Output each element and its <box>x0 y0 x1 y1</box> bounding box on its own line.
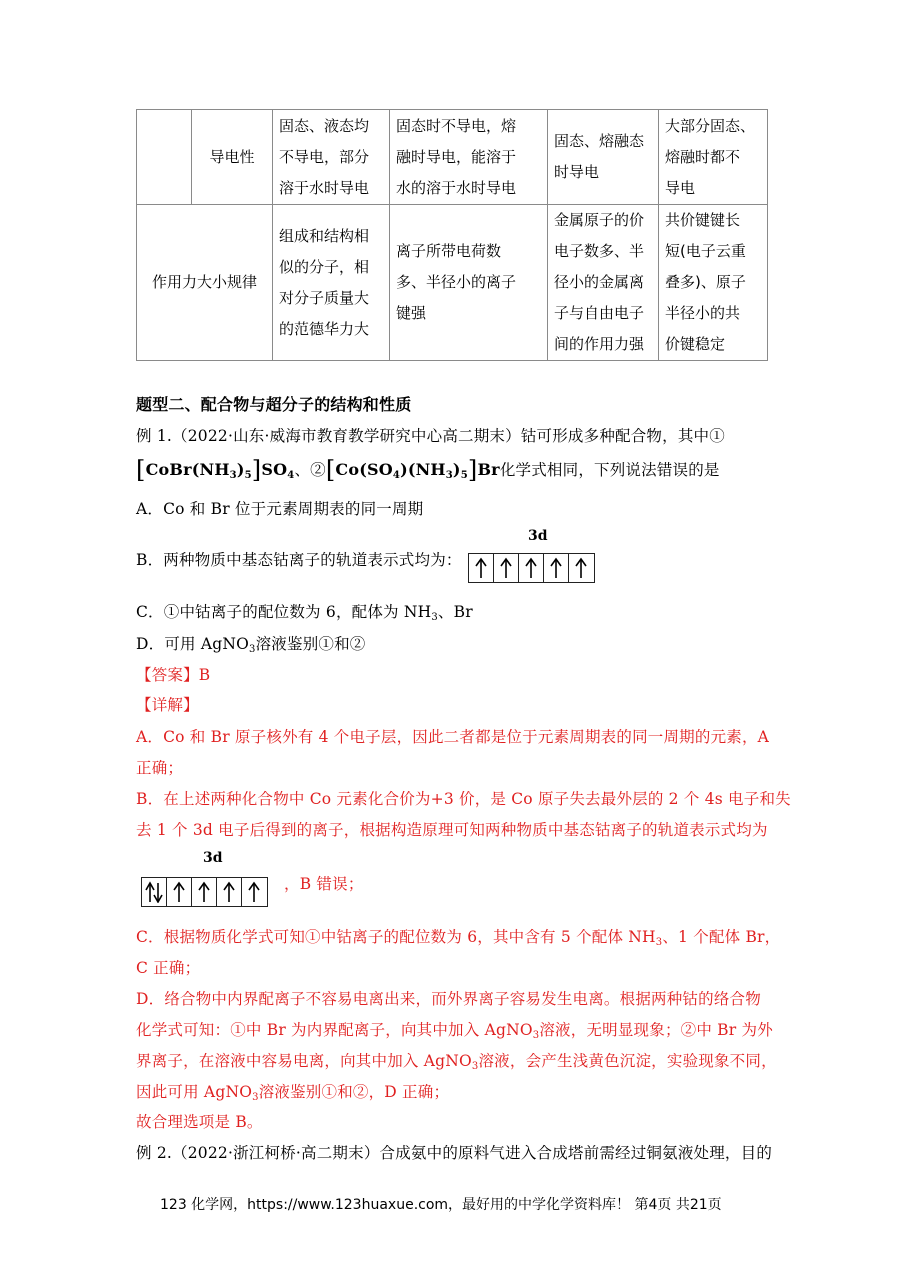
separator: 、② <box>294 461 326 479</box>
explanation-b-line1: B．在上述两种化合物中 Co 元素化合价为+3 价，是 Co 原子失去最外层的 2 个 4s 电子和失 <box>136 790 791 808</box>
table-cell-label: 作用力大小规律 <box>137 205 273 361</box>
explanation-d-line2: 化学式可知：①中 Br 为内界配离子，向其中加入 AgNO$_3$溶液，无明显现象；②中 Br 为外 <box>136 1021 773 1041</box>
cell-line: 径小的金属离 <box>554 273 645 291</box>
cell-line: 键强 <box>396 304 427 322</box>
orbital-box <box>167 878 192 906</box>
property-table <box>136 109 768 361</box>
table-row <box>137 205 768 361</box>
orbital-box <box>569 554 594 582</box>
orbital-box <box>217 878 242 906</box>
cell-line: 导电 <box>665 178 696 197</box>
cell-line: 共价键键长 <box>665 211 741 229</box>
table-cell <box>548 110 659 205</box>
orbital-box <box>494 554 519 582</box>
arrow-up-icon <box>242 881 267 903</box>
table-cell-empty <box>137 110 192 205</box>
cell-line: 金属原子的价 <box>554 211 645 229</box>
option-c: C．①中钴离子的配位数为 6，配体为 $NH_3$、Br <box>136 603 473 623</box>
explanation-d-line4: 因此可用 AgNO$_3$溶液鉴别①和②，D 正确； <box>136 1083 450 1103</box>
orbital-box-paired <box>142 878 167 906</box>
question-tail: 化学式相同，下列说法错误的是 <box>499 461 720 479</box>
table-cell <box>390 205 548 361</box>
page-footer: 123 化学网，https://www.123huaxue.com，最好用的中学化学资料库！ 第4页 共21页 <box>160 1197 722 1213</box>
cell-line: 价键稳定 <box>665 335 726 353</box>
cell-line: 多、半径小的离子 <box>396 273 517 291</box>
cell-line: 融时导电，能溶于 <box>396 147 517 166</box>
cell-line: 大部分固态、 <box>665 116 756 135</box>
explanation-d-line3: 界离子，在溶液中容易电离，向其中加入 AgNO$_3$溶液，会产生浅黄色沉淀，实验现象不同， <box>136 1052 777 1072</box>
arrow-up-icon <box>494 557 519 579</box>
arrow-up-down-icon <box>142 881 167 903</box>
table-cell <box>390 110 548 205</box>
table-cell <box>548 205 659 361</box>
arrow-up-icon <box>569 557 594 579</box>
explanation-b-line2: 去 1 个 3d 电子后得到的离子，根据构造原理可知两种物质中基态钴离子的轨道表示式均为 <box>136 821 768 839</box>
cell-line: 半径小的共 <box>665 304 741 322</box>
cell-line: 子与自由电子 <box>554 304 645 322</box>
option-a: A．Co 和 Br 位于元素周期表的同一周期 <box>136 500 424 518</box>
cell-line: 离子所带电荷数 <box>396 242 502 260</box>
example1-intro: 例 1.（2022·山东·威海市教育教学研究中心高二期末）钴可形成多种配合物，其中① <box>136 427 725 445</box>
orbital-box <box>242 878 267 906</box>
answer: 【答案】B <box>136 666 211 684</box>
explanation-a-line1: A．Co 和 Br 原子核外有 4 个电子层，因此二者都是位于元素周期表的同一周期的元素，A <box>136 728 770 746</box>
arrow-up-icon <box>519 557 544 579</box>
option-b: B．两种物质中基态钴离子的轨道表示式均为： <box>136 551 462 569</box>
orbital-boxes <box>468 553 595 583</box>
cell-line: 似的分子，相 <box>279 257 370 276</box>
cell-line: 水的溶于水时导电 <box>396 178 517 197</box>
explanation-b-line3: ，B 错误； <box>284 875 364 893</box>
conclusion: 故合理选项是 B。 <box>136 1113 263 1131</box>
example2-intro: 例 2.（2022·浙江柯桥·高二期末）合成氨中的原料气进入合成塔前需经过铜氨液处理，目的 <box>136 1144 773 1162</box>
cell-line: 固态时不导电，熔 <box>396 116 517 135</box>
explanation-d-line1: D．络合物中内界配离子不容易电离出来，而外界离子容易发生电离。根据两种钴的络合物 <box>136 990 761 1008</box>
orbital-label: 3d <box>528 528 548 544</box>
option-d: D．可用 AgNO$_3$溶液鉴别①和② <box>136 635 366 655</box>
cell-line: 间的作用力强 <box>554 335 645 353</box>
table-row <box>137 110 768 205</box>
cell-line: 时导电 <box>554 163 600 181</box>
cell-line: 固态、熔融态 <box>554 132 645 150</box>
table-cell <box>273 110 390 205</box>
cell-line: 熔融时都不 <box>665 147 741 166</box>
table-cell-label: 导电性 <box>192 110 273 205</box>
arrow-up-icon <box>192 881 217 903</box>
orbital-box <box>469 554 494 582</box>
complex-formula-1: $[CoBr(NH_3)_5]SO_4$ <box>136 456 295 484</box>
cell-line: 短(电子云重 <box>665 242 746 260</box>
explanation-a-line2: 正确； <box>136 759 184 777</box>
arrow-up-icon <box>217 881 242 903</box>
table-cell <box>273 205 390 361</box>
orbital-box <box>192 878 217 906</box>
complex-formula-2: $[Co(SO_4)(NH_3)_5]Br$ <box>325 456 500 484</box>
example1-formulas <box>136 456 720 484</box>
orbital-label: 3d <box>203 850 223 866</box>
analysis-label: 【详解】 <box>136 696 199 714</box>
orbital-box <box>519 554 544 582</box>
explanation-c-line1: C．根据物质化学式可知①中钴离子的配位数为 6，其中含有 5 个配体 $NH_3$、1 个配体 Br， <box>136 928 781 948</box>
arrow-up-icon <box>469 557 494 579</box>
cell-line: 电子数多、半 <box>554 242 645 260</box>
cell-line: 固态、液态均 <box>279 116 370 135</box>
arrow-up-icon <box>544 557 569 579</box>
orbital-boxes <box>141 877 268 907</box>
table-cell <box>659 110 768 205</box>
explanation-c-line2: C 正确； <box>136 959 201 977</box>
cell-line: 溶于水时导电 <box>279 178 370 197</box>
arrow-up-icon <box>167 881 192 903</box>
cell-line: 组成和结构相 <box>279 226 370 245</box>
section-title: 题型二、配合物与超分子的结构和性质 <box>136 395 412 414</box>
cell-line: 不导电，部分 <box>279 147 370 166</box>
orbital-box <box>544 554 569 582</box>
table-cell <box>659 205 768 361</box>
cell-line: 的范德华力大 <box>279 319 370 338</box>
cell-line: 对分子质量大 <box>279 288 370 307</box>
cell-line: 叠多)、原子 <box>665 273 746 291</box>
